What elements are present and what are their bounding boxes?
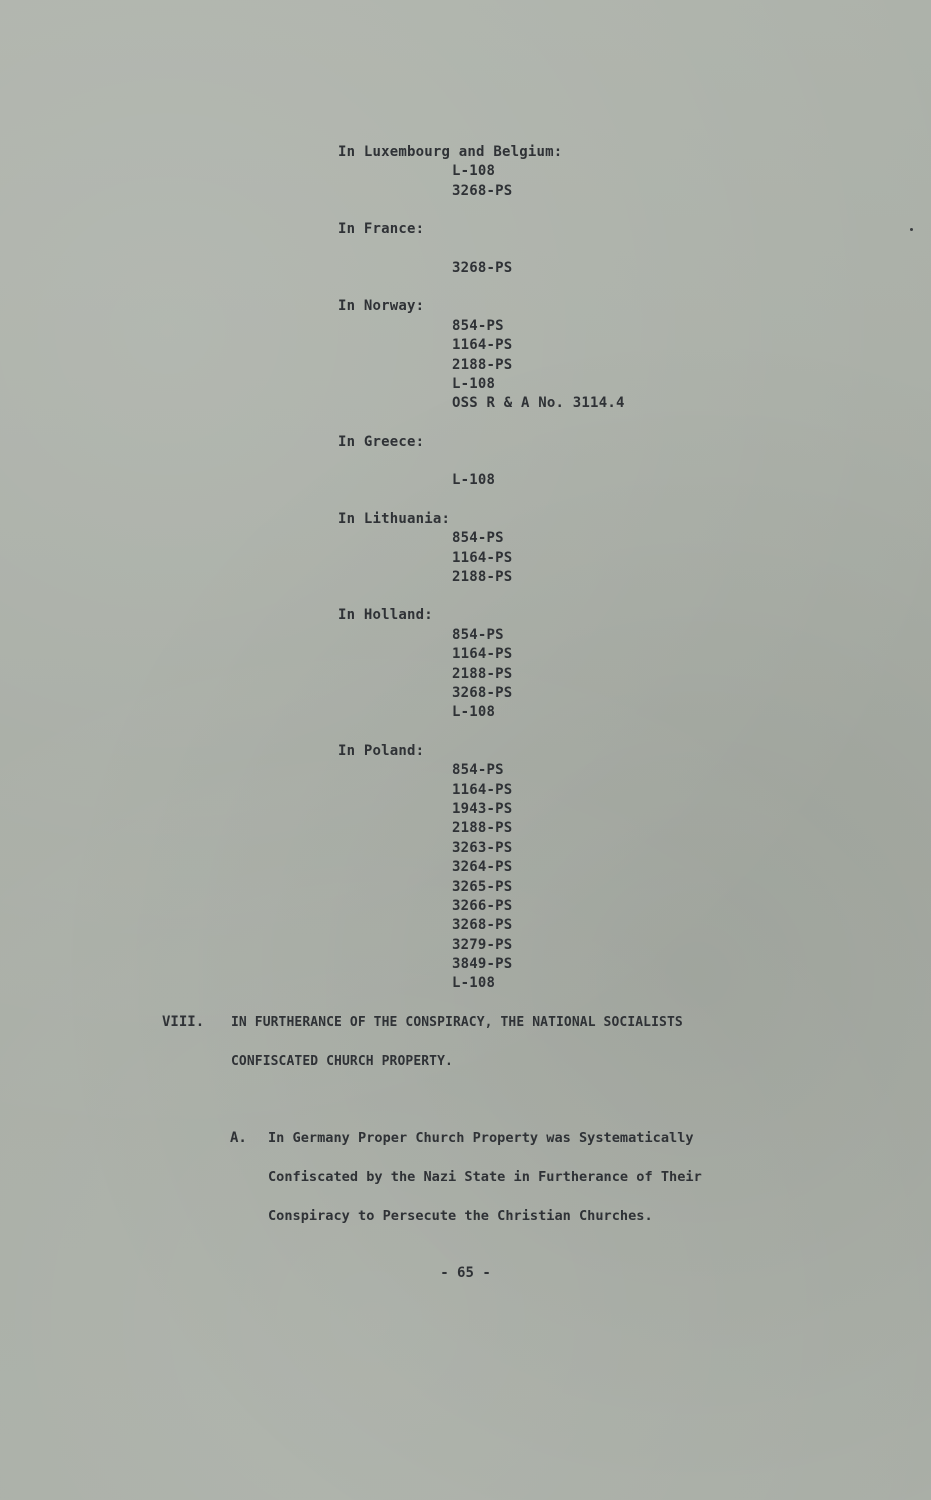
section-number: VIII. [162, 1014, 205, 1030]
document-reference: 1164-PS [452, 781, 513, 798]
country-group [338, 297, 858, 413]
blank-line [338, 240, 858, 259]
document-reference: 3849-PS [452, 956, 513, 973]
document-reference: 854-PS [452, 317, 504, 334]
document-list [338, 259, 858, 278]
section-heading [231, 1003, 811, 1081]
document-reference: 3268-PS [452, 684, 513, 701]
section-heading-line-1: IN FURTHERANCE OF THE CONSPIRACY, THE NATIONAL SOCIALISTS [231, 1015, 683, 1030]
document-reference: 3265-PS [452, 878, 513, 895]
document-list [338, 626, 858, 723]
subsection-line-3: Conspiracy to Persecute the Christian Churches. [268, 1208, 653, 1224]
blank-line [338, 452, 858, 471]
country-label: In France: [338, 221, 425, 238]
document-reference: 3268-PS [452, 259, 513, 276]
document-list [338, 471, 858, 490]
document-reference: 2188-PS [452, 356, 513, 373]
document-reference: 3266-PS [452, 897, 513, 914]
document-list [338, 162, 858, 201]
document-reference: L-108 [452, 975, 496, 992]
document-reference: 2188-PS [452, 820, 513, 837]
document-list [338, 529, 858, 587]
document-reference: 2188-PS [452, 665, 513, 682]
document-reference: 3268-PS [452, 182, 513, 199]
document-reference: L-108 [452, 472, 496, 489]
document-reference: 854-PS [452, 626, 504, 643]
country-group [338, 220, 858, 278]
country-label: In Norway: [338, 298, 425, 315]
document-reference: 3279-PS [452, 936, 513, 953]
section-heading-line-2: CONFISCATED CHURCH PROPERTY. [231, 1054, 453, 1069]
country-group [338, 143, 858, 201]
document-reference: 1164-PS [452, 549, 513, 566]
subsection-line-1: In Germany Proper Church Property was Systematically [268, 1130, 694, 1146]
document-reference: L-108 [452, 163, 496, 180]
document-reference: 2188-PS [452, 569, 513, 586]
document-reference: OSS R & A No. 3114.4 [452, 395, 625, 412]
document-reference: 3264-PS [452, 859, 513, 876]
ink-speck [910, 228, 913, 231]
evidence-list-by-country [338, 143, 858, 1013]
country-label: In Luxembourg and Belgium: [338, 144, 563, 160]
subsection-line-2: Confiscated by the Nazi State in Furtherance of Their [268, 1169, 702, 1185]
country-label: In Poland: [338, 742, 425, 759]
document-reference: 3263-PS [452, 839, 513, 856]
document-list [338, 761, 858, 994]
country-group [338, 606, 858, 722]
country-label: In Greece: [338, 433, 425, 450]
document-reference: L-108 [452, 375, 496, 392]
document-reference: 1164-PS [452, 646, 513, 663]
country-group [338, 742, 858, 994]
subsection-letter: A. [230, 1130, 247, 1146]
document-reference: L-108 [452, 704, 496, 721]
country-group [338, 433, 858, 491]
document-reference: 3268-PS [452, 917, 513, 934]
country-label: In Holland: [338, 607, 433, 624]
document-reference: 1164-PS [452, 337, 513, 354]
document-reference: 854-PS [452, 530, 504, 547]
country-label: In Lithuania: [338, 510, 451, 527]
page-number: - 65 - [440, 1265, 491, 1281]
subsection-heading [268, 1119, 808, 1236]
document-reference: 854-PS [452, 762, 504, 779]
document-reference: 1943-PS [452, 800, 513, 817]
country-group [338, 510, 858, 588]
document-list [338, 317, 858, 414]
